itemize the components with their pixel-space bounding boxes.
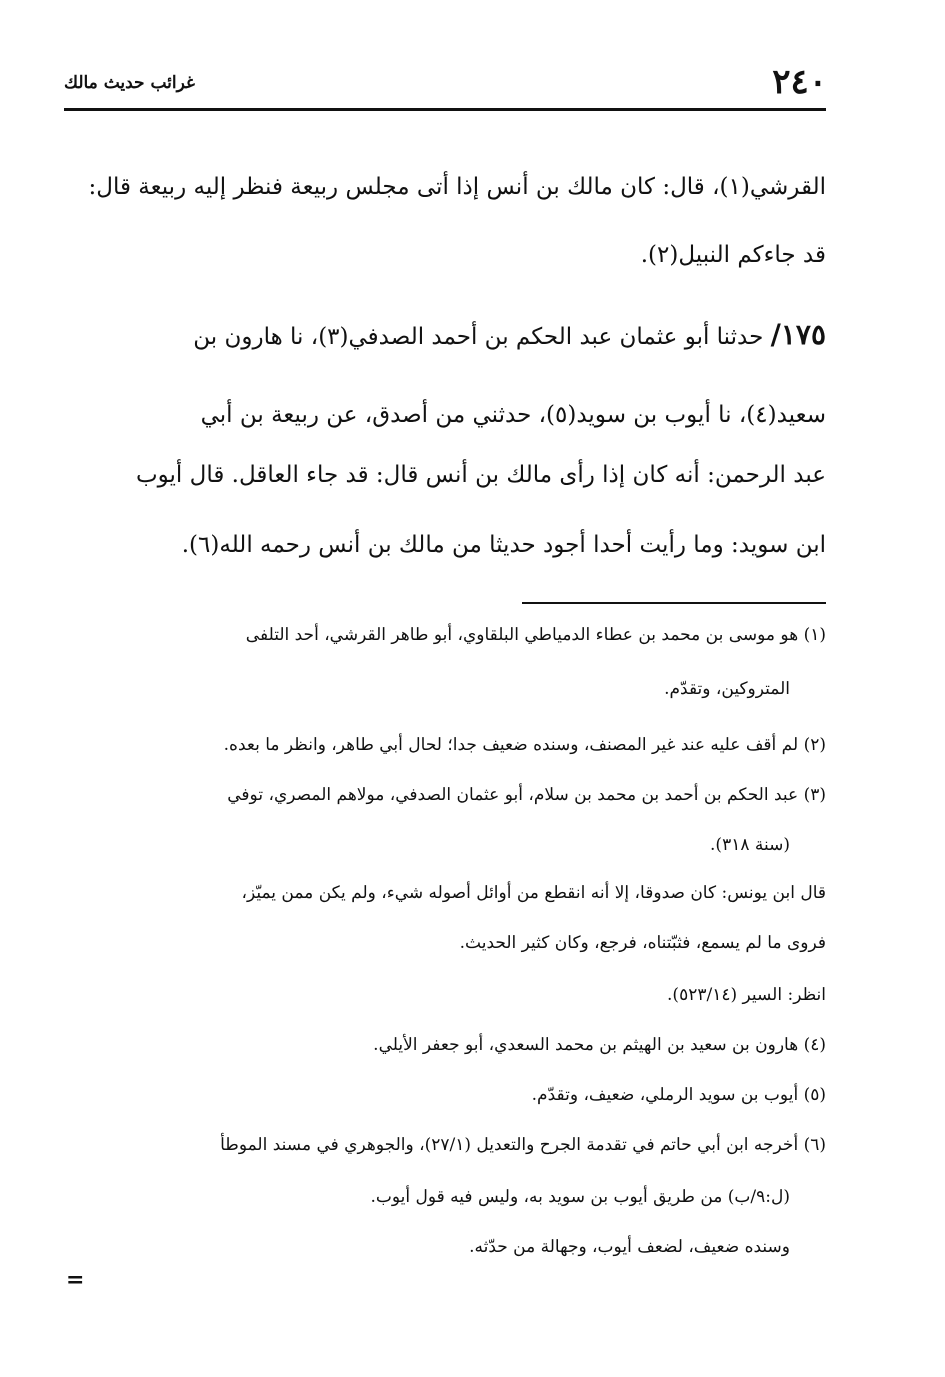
header-rule (64, 108, 826, 111)
running-title: غرائب حديث مالك (64, 73, 195, 93)
footnote-4: (٤) هارون بن سعيد بن الهيثم بن محمد السعدي، أبو جعفر الأيلي. (373, 1035, 826, 1055)
text-line: حدثنا أبو عثمان عبد الحكم بن أحمد الصدفي(٣)، نا هارون بن (193, 324, 764, 350)
text-line: قد جاءكم النبيل(٢). (640, 242, 826, 268)
footnote-3-ref: انظر: السير (٥٢٣/١٤). (667, 985, 826, 1005)
footnote-1-cont: المتروكين، وتقدّم. (664, 679, 790, 699)
text-line: ابن سويد: وما رأيت أحدا أجود حديثا من مالك بن أنس رحمه الله(٦). (181, 532, 826, 558)
footnote-separator (522, 602, 826, 604)
footnote-6-cont: (ل:٩/ب) من طريق أيوب بن سويد به، وليس فيه قول أيوب. (370, 1187, 790, 1207)
text-line: سعيد(٤)، نا أيوب بن سويد(٥)، حدثني من أصدق، عن ربيعة بن أبي (200, 402, 826, 428)
footnote-5: (٥) أيوب بن سويد الرملي، ضعيف، وتقدّم. (531, 1085, 826, 1105)
hadith-heading-line (193, 318, 826, 354)
text-line: القرشي(١)، قال: كان مالك بن أنس إذا أتى مجلس ربيعة فنظر إليه ربيعة قال: (88, 174, 826, 200)
footnote-3-quote-cont: فروى ما لم يسمع، فثبّتناه، فرجع، وكان كثير الحديث. (459, 933, 826, 953)
continuation-mark: = (66, 1267, 85, 1293)
footnote-3: (٣) عبد الحكم بن أحمد بن محمد بن سلام، أبو عثمان الصدفي، مولاهم المصري، توفي (227, 785, 826, 805)
page-header (64, 62, 827, 102)
hadith-number: ١٧٥/ (770, 318, 826, 351)
footnote-2: (٢) لم أقف عليه عند غير المصنف، وسنده ضعيف جدا؛ لحال أبي طاهر، وانظر ما بعده. (223, 735, 826, 755)
page-number: ٢٤٠ (772, 62, 827, 102)
text-line: عبد الرحمن: أنه كان إذا رأى مالك بن أنس قال: قد جاء العاقل. قال أيوب (135, 462, 826, 488)
footnote-3-quote: قال ابن يونس: كان صدوقا، إلا أنه انقطع من أوائل أصوله شيء، ولم يكن ممن يميّز، (241, 883, 826, 903)
footnote-3-cont: (سنة ٣١٨). (710, 835, 790, 855)
footnote-1: (١) هو موسى بن محمد بن عطاء الدمياطي البلقاوي، أبو طاهر القرشي، أحد التلفى (245, 625, 826, 645)
footnote-6: (٦) أخرجه ابن أبي حاتم في تقدمة الجرح والتعديل (٢٧/١)، والجوهري في مسند الموطأ (220, 1135, 826, 1155)
footnote-6-note: وسنده ضعيف، لضعف أيوب، وجهالة من حدّثه. (469, 1237, 790, 1257)
